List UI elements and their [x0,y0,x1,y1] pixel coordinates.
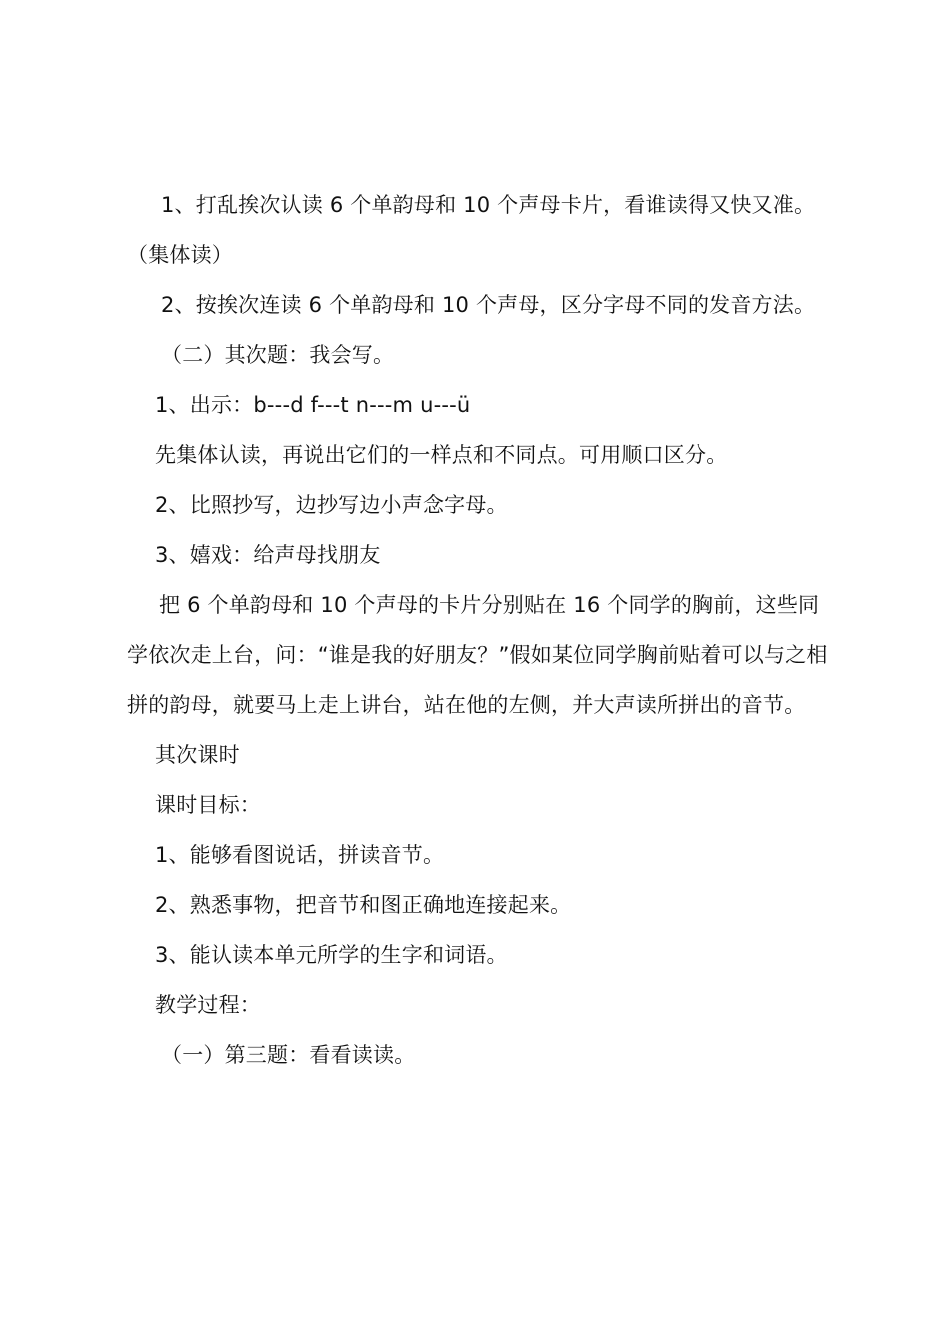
paragraph-reading-cards: 1、打乱挨次认读 6 个单韵母和 10 个声母卡片，看谁读得又快又准。（集体读） [127,193,816,267]
paragraph-show-letters: 1、出示：b---d f---t n---m u---ü [155,393,471,417]
goal-item-2: 2、熟悉事物，把音节和图正确地连接起来。 [155,893,572,917]
document-body [127,180,835,1080]
heading-lesson-goals: 课时目标： [155,793,261,817]
paragraph-consecutive-reading: 2、按挨次连读 6 个单韵母和 10 个声母，区分字母不同的发音方法。 [161,293,816,317]
paragraph-copy-writing: 2、比照抄写，边抄写边小声念字母。 [155,493,508,517]
paragraph-game: 3、嬉戏：给声母找朋友 [155,543,381,567]
paragraph-group-reading: 先集体认读，再说出它们的一样点和不同点。可用顺口区分。 [155,443,728,467]
goal-item-3: 3、能认读本单元所学的生字和词语。 [155,943,508,967]
goal-item-1: 1、能够看图说话，拼读音节。 [155,843,445,867]
section-heading-look-read: （一）第三题：看看读读。 [161,1043,416,1067]
heading-second-lesson: 其次课时 [155,743,240,767]
paragraph-game-description: 把 6 个单韵母和 10 个声母的卡片分别贴在 16 个同学的胸前，这些同学依次走上台，问：“谁是我的好朋友？”假如某位同学胸前贴着可以与之相拼的韵母，就要马上走上讲台，站在他的左侧，并大声读所拼出的音节。 [127,593,828,717]
heading-teaching-process: 教学过程： [155,993,261,1017]
section-heading-writing: （二）其次题：我会写。 [161,343,395,367]
